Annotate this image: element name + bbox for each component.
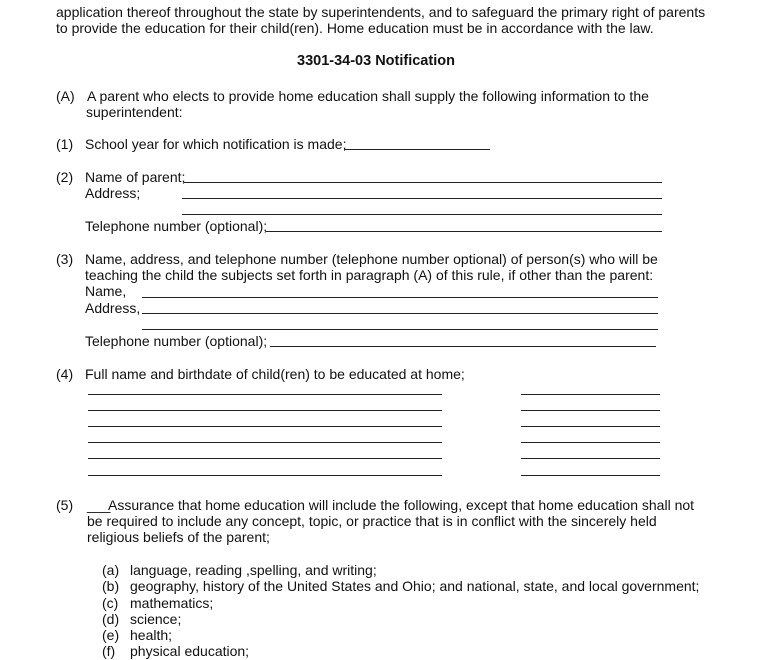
subitem-b-label: (b) xyxy=(102,578,120,594)
teacher-name-field[interactable] xyxy=(142,297,658,298)
child-birthdate-field-4[interactable] xyxy=(521,442,660,443)
subitem-c-text: mathematics; xyxy=(130,595,214,611)
subitem-d-label: (d) xyxy=(102,611,120,627)
child-name-field-2[interactable] xyxy=(88,410,442,411)
para-a-label: (A) xyxy=(56,88,75,104)
parent-address-field-2[interactable] xyxy=(182,214,662,215)
child-birthdate-field-6[interactable] xyxy=(521,475,660,476)
child-birthdate-field-3[interactable] xyxy=(521,426,660,427)
child-birthdate-field-5[interactable] xyxy=(521,458,660,459)
parent-address-field-1[interactable] xyxy=(182,198,662,199)
child-name-field-1[interactable] xyxy=(88,394,442,395)
assurance-checkbox-blank[interactable]: ___ xyxy=(87,497,111,513)
item-1-text: School year for which notification is made; xyxy=(85,136,347,152)
item-5-line-2: be required to include any concept, topic, or practice that is in conflict with the sincerely held xyxy=(87,513,657,529)
parent-phone-label: Telephone number (optional); xyxy=(85,218,268,234)
subitem-a-text: language, reading ,spelling, and writing; xyxy=(130,562,377,578)
item-4-num: (4) xyxy=(56,366,74,382)
subitem-f-text: physical education; xyxy=(130,643,250,659)
parent-address-label: Address; xyxy=(85,185,141,201)
intro-line-2: to provide the education for their child(ren). Home education must be in accordance with the law. xyxy=(56,20,654,36)
item-1-num: (1) xyxy=(56,136,74,152)
item-4-text: Full name and birthdate of child(ren) to be educated at home; xyxy=(85,366,465,382)
child-birthdate-field-2[interactable] xyxy=(521,410,660,411)
subitem-e-label: (e) xyxy=(102,627,120,643)
item-3-line-2: teaching the child the subjects set forth in paragraph (A) of this rule, if other than the parent: xyxy=(85,267,654,283)
teacher-phone-field[interactable] xyxy=(270,346,656,347)
section-title: 3301-34-03 Notification xyxy=(297,53,455,69)
parent-name-label: Name of parent; xyxy=(85,169,186,185)
subitem-e-text: health; xyxy=(130,627,173,643)
subitem-b-text: geography, history of the United States and Ohio; and national, state, and local government; xyxy=(130,578,700,594)
teacher-address-field-1[interactable] xyxy=(142,313,658,314)
item-3-num: (3) xyxy=(56,251,74,267)
child-name-field-3[interactable] xyxy=(88,426,442,427)
item-5-line-1: Assurance that home education will include the following, except that home education shall not xyxy=(108,497,695,513)
cut-off-top-line xyxy=(56,0,706,2)
subitem-a-label: (a) xyxy=(102,562,120,578)
child-birthdate-field-1[interactable] xyxy=(521,394,660,395)
child-name-field-4[interactable] xyxy=(88,442,442,443)
teacher-name-label: Name, xyxy=(85,283,127,299)
para-a-line-1: A parent who elects to provide home education shall supply the following information to the xyxy=(87,88,649,104)
item-5-line-3: religious beliefs of the parent; xyxy=(87,529,270,545)
subitem-c-label: (c) xyxy=(102,595,119,611)
subitem-d-text: science; xyxy=(130,611,182,627)
school-year-field[interactable] xyxy=(344,149,490,150)
teacher-address-label: Address, xyxy=(85,300,141,316)
subitem-f-label: (f) xyxy=(102,643,116,659)
item-2-num: (2) xyxy=(56,169,74,185)
child-name-field-5[interactable] xyxy=(88,458,442,459)
teacher-address-field-2[interactable] xyxy=(142,329,658,330)
child-name-field-6[interactable] xyxy=(88,475,442,476)
parent-name-field[interactable] xyxy=(184,182,662,183)
parent-phone-field[interactable] xyxy=(266,231,662,232)
item-3-line-1: Name, address, and telephone number (telephone number optional) of person(s) who will be xyxy=(85,251,658,267)
para-a-line-2: superintendent: xyxy=(86,104,183,120)
intro-line-1: application thereof throughout the state by superintendents, and to safeguard the primary right of parents xyxy=(56,4,706,20)
item-5-num: (5) xyxy=(56,497,74,513)
teacher-phone-label: Telephone number (optional); xyxy=(85,333,268,349)
